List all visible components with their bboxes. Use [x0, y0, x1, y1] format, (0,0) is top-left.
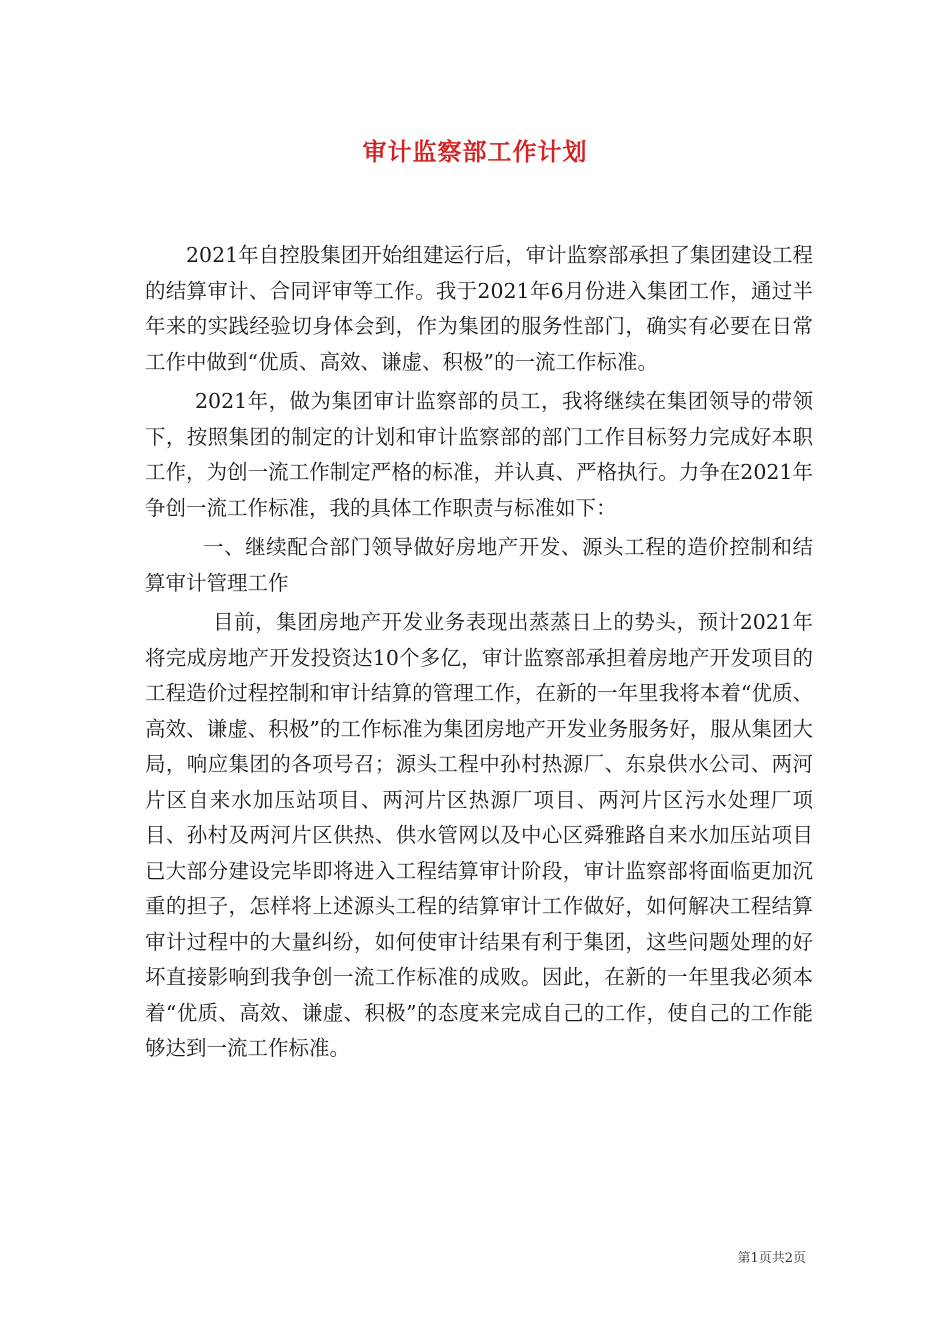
- document-body: [145, 238, 813, 1071]
- section-heading-1: 一、继续配合部门领导做好房地产开发、源头工程的造价控制和结算审计管理工作: [145, 535, 813, 595]
- page-number: 第1页共2页: [737, 1251, 806, 1266]
- paragraph-intro: 2021年自控股集团开始组建运行后，审计监察部承担了集团建设工程的结算审计、合同评审等工作。我于2021年6月份进入集团工作，通过半年来的实践经验切身体会到，作为集团的服务性部门，确实有必要在日常工作中做到“优质、高效、谦虚、积极”的一流工作标准。: [145, 243, 813, 374]
- paragraph-details: 目前，集团房地产开发业务表现出蒸蒸日上的势头，预计2021年将完成房地产开发投资达10个多亿，审计监察部承担着房地产开发项目的工程造价过程控制和审计结算的管理工作，在新的一年里我将本着“优质、高效、谦虚、积极”的工作标准为集团房地产开发业务服务好，服从集团大局，响应集团的各项号召；源头工程中孙村热源厂、东泉供水公司、两河片区自来水加压站项目、两河片区热源厂项目、两河片区污水处理厂项目、孙村及两河片区供热、供水管网以及中心区舜雅路自来水加压站项目已大部分建设完毕即将进入工程结算审计阶段，审计监察部将面临更加沉重的担子，怎样将上述源头工程的结算审计工作做好，如何解决工程结算审计过程中的大量纠纷，如何使审计结果有利于集团，这些问题处理的好坏直接影响到我争创一流工作标准的成败。因此，在新的一年里我必须本着“优质、高效、谦虚、积极”的态度来完成自己的工作，使自己的工作能够达到一流工作标准。: [145, 610, 813, 1060]
- paragraph-plan: 2021年，做为集团审计监察部的员工，我将继续在集团领导的带领下，按照集团的制定的计划和审计监察部的部门工作目标努力完成好本职工作，为创一流工作制定严格的标准，并认真、严格执行。力争在2021年争创一流工作标准，我的具体工作职责与标准如下：: [145, 389, 813, 520]
- document-title: 审计监察部工作计划: [362, 137, 588, 166]
